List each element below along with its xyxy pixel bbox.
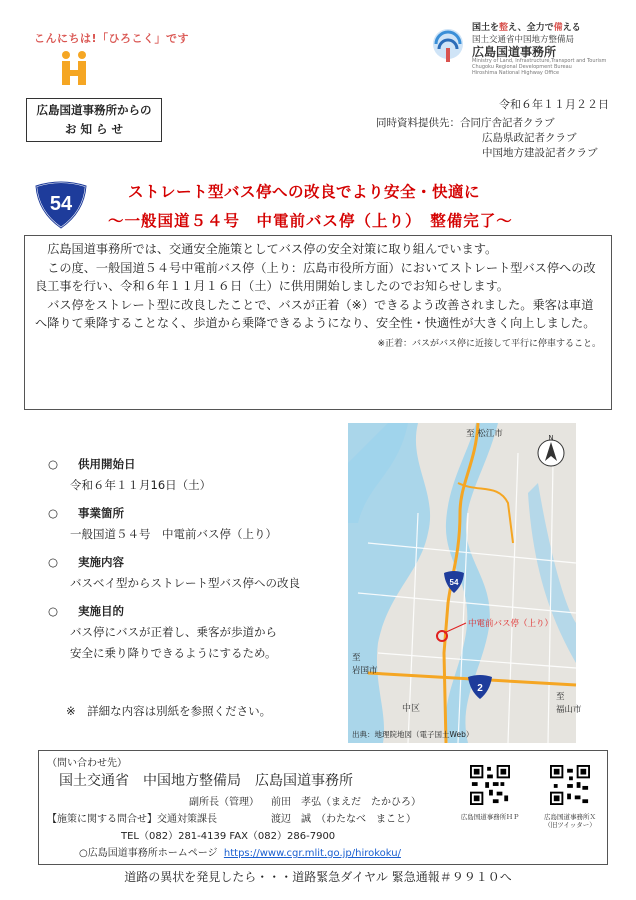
slogan-part: 国土を <box>472 23 500 33</box>
detail-item <box>48 551 348 594</box>
homepage-link[interactable]: https://www.cgr.mlit.go.jp/hirokoku/ <box>223 848 401 859</box>
ministry-logo-icon <box>430 28 466 68</box>
detail-body: バスベイ型からストレート型バス停への改良 <box>70 576 300 590</box>
description-paragraph: バス停をストレート型に改良したことで、バスが正着（※）できるよう改善されました。乗客は車道へ降りて乗降することなく、歩道から乗降できるようになり、安全性・快適性が大きく向上しました。 <box>35 297 596 330</box>
detail-heading <box>48 453 348 475</box>
contact-org: 国土交通省 中国地方整備局 広島国道事務所 <box>59 773 353 789</box>
qr-caption-x-b: （旧ツイッター） <box>544 821 596 829</box>
ministry-line1: 国土交通省中国地方整備局 <box>472 35 575 45</box>
map-label-iwakuni-a: 至 <box>352 653 361 663</box>
map-label-iwakuni-b: 岩国市 <box>352 666 378 676</box>
circle-mark-icon: ○ <box>48 457 59 471</box>
detail-body: 一般国道５４号 中電前バス停（上り） <box>70 527 277 541</box>
homepage-label: ○広島国道事務所ホームページ <box>79 848 218 859</box>
see-attachment-note: ※ 詳細な内容は別紙を参照ください。 <box>66 704 272 718</box>
qr-caption-homepage: 広島国道事務所ＨＰ <box>460 813 520 821</box>
detail-item <box>48 453 348 496</box>
slogan-part: 備 <box>553 23 563 33</box>
location-map <box>348 423 582 743</box>
title-line1: ストレート型バス停への改良でより安全・快適に <box>128 183 481 201</box>
homepage-line <box>79 844 401 859</box>
description-note: ※正着：バスがバス停に近接して平行に停車すること。 <box>377 338 601 349</box>
circle-mark-icon: ○ <box>48 604 59 618</box>
map-source: 出典：地理院地図（電子国土Web） <box>352 730 474 739</box>
map-ward-label: 中区 <box>402 704 421 714</box>
ministry-en2: Chugoku Regional Development Bureau <box>472 64 572 70</box>
contact-label: （問い合わせ先） <box>47 758 127 769</box>
footer-emergency-dial: 道路の異状を発見したら・・・道路緊急ダイヤル 緊急通報＃９９１０へ <box>124 870 512 884</box>
press-club: 中国地方建設記者クラブ <box>482 147 598 159</box>
qr-code-homepage-icon[interactable] <box>470 765 510 805</box>
details-list <box>48 447 348 664</box>
ministry-slogan <box>472 22 632 34</box>
press-club: 広島県政記者クラブ <box>482 132 577 144</box>
map-label-fukuyama-b: 福山市 <box>556 705 582 715</box>
ministry-text <box>472 22 632 76</box>
press-clubs <box>376 116 598 161</box>
detail-heading <box>48 600 348 622</box>
detail-heading <box>48 502 348 524</box>
title-line2: ～一般国道５４号 中電前バス停（上り） 整備完了～ <box>108 212 513 230</box>
map-label-matsue: 至 松江市 <box>466 429 503 439</box>
notice-line1: 広島国道事務所からの <box>36 103 152 117</box>
north-label: N <box>548 434 554 442</box>
greeting-text: こんにちは!「ひろこく」です <box>34 32 190 45</box>
detail-heading-text: 供用開始日 <box>78 457 136 471</box>
notice-line2: お 知 ら せ <box>64 122 123 136</box>
route-54-shield-icon <box>32 180 90 230</box>
detail-heading <box>48 551 348 573</box>
detail-heading-text: 実施内容 <box>78 555 124 569</box>
release-date: 令和６年１１月２２日 <box>499 98 609 111</box>
slogan-part: 整 <box>499 23 509 33</box>
detail-item <box>48 600 348 664</box>
detail-heading-text: 実施目的 <box>78 604 124 618</box>
qr-caption-x <box>530 813 610 829</box>
bus-stop-label: 中電前バス停（上り） <box>468 619 554 629</box>
description-paragraph: この度、一般国道５４号中電前バス停（上り：広島市役所方面）においてストレート型バス停への改良工事を行い、令和６年１１月１６日（土）に供用開始しましたのでお知らせします。 <box>35 260 596 293</box>
detail-body: バス停にバスが正着し、乗客が歩道から <box>70 625 277 639</box>
description-box <box>24 235 612 410</box>
ministry-en3: Hiroshima National Highway Office <box>472 70 560 76</box>
contact-measure-label: 【施策に関する問合せ】交通対策課長 <box>47 814 217 825</box>
ministry-en1: Ministry of Land, Infrastructure,Transport and Tourism <box>472 58 607 64</box>
contact-box <box>38 750 608 865</box>
slogan-part: え、全力で <box>508 23 554 33</box>
circle-mark-icon: ○ <box>48 506 59 520</box>
contact-tel-fax: TEL（082）281-4139 FAX（082）286-7900 <box>121 831 336 842</box>
detail-body: 令和６年１１月16日（土） <box>70 478 212 492</box>
slogan-part: える <box>562 23 581 33</box>
contact-vice-title: 副所長（管理） <box>189 797 259 808</box>
description-paragraph: 広島国道事務所では、交通安全施策としてバス停の安全対策に取り組んでいます。 <box>47 242 498 256</box>
map-route2-label: 2 <box>477 683 483 694</box>
qr-code-x-icon[interactable] <box>550 765 590 805</box>
detail-body: 安全に乗り降りできるようにするため。 <box>70 646 277 660</box>
press-label: 同時資料提供先： <box>376 117 460 129</box>
circle-mark-icon: ○ <box>48 555 59 569</box>
contact-measure-name: 渡辺 誠 （わたなべ まこと） <box>271 814 416 825</box>
press-club: 合同庁舎記者クラブ <box>460 117 555 129</box>
route-number: 54 <box>49 193 73 215</box>
qr-caption-x-a: 広島国道事務所Ｘ <box>544 813 596 821</box>
map-route54-label: 54 <box>449 578 459 587</box>
detail-item <box>48 502 348 545</box>
detail-heading-text: 事業箇所 <box>78 506 124 520</box>
contact-vice-name: 前田 孝弘（まえだ たかひろ） <box>271 797 421 808</box>
map-label-fukuyama-a: 至 <box>556 692 565 702</box>
ministry-line2: 広島国道事務所 <box>472 45 557 59</box>
notice-box <box>26 98 162 142</box>
hirokoku-h-logo-icon <box>56 50 92 86</box>
